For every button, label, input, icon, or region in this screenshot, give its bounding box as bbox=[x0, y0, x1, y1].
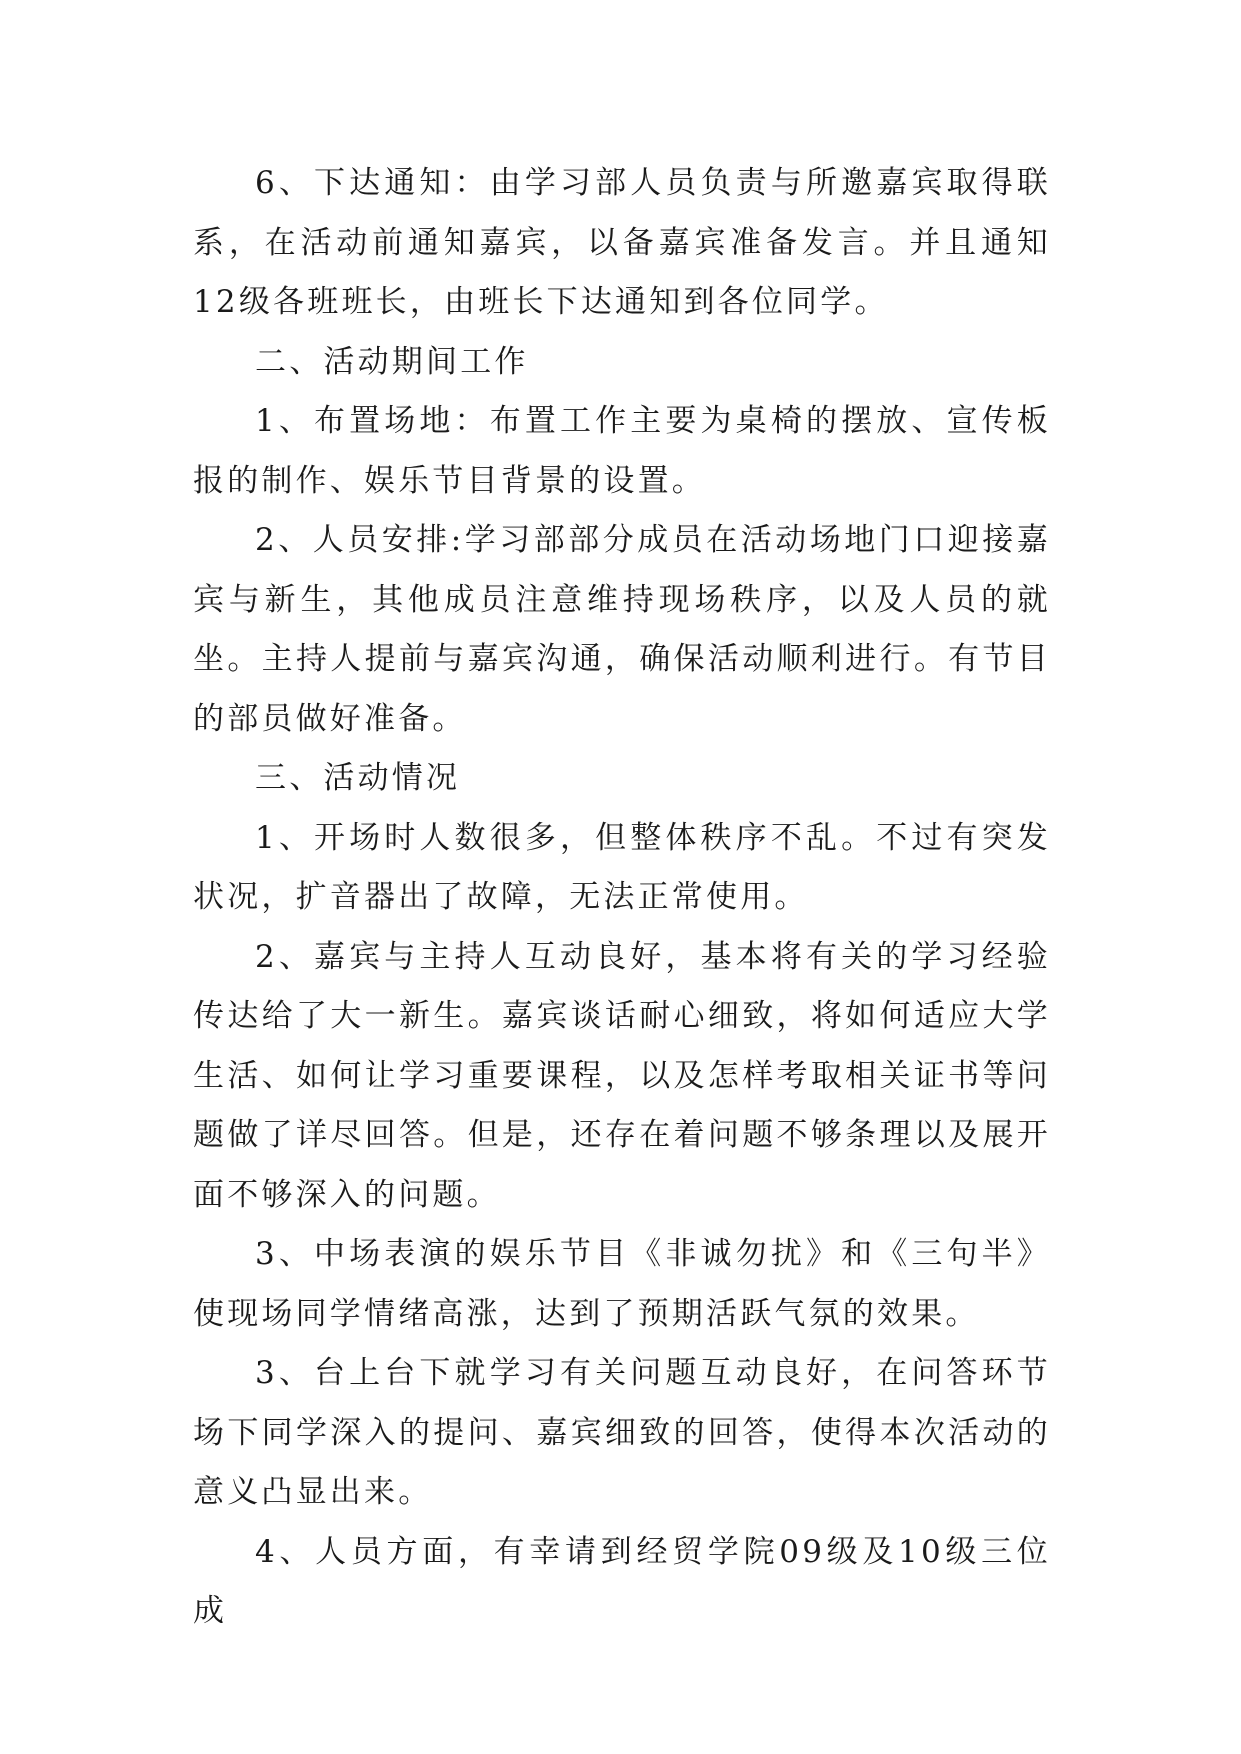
paragraph-staff-arrangement: 2、人员安排:学习部部分成员在活动场地门口迎接嘉宾与新生，其他成员注意维持现场秩序，以及人员的就坐。主持人提前与嘉宾沟通，确保活动顺利进行。有节目的部员做好准备。 bbox=[193, 522, 1051, 737]
paragraph-notification: 6、下达通知：由学习部人员负责与所邀嘉宾取得联系，在活动前通知嘉宾，以备嘉宾准备发言。并且通知12级各班班长，由班长下达通知到各位同学。 bbox=[193, 165, 1051, 320]
document-body bbox=[193, 154, 1051, 1642]
paragraph-entertainment: 3、中场表演的娱乐节目《非诚勿扰》和《三句半》使现场同学情绪高涨，达到了预期活跃气氛的效果。 bbox=[193, 1236, 1051, 1332]
paragraph-personnel: 4、人员方面，有幸请到经贸学院09级及10级三位成 bbox=[193, 1533, 1051, 1629]
section-heading-during-activity: 二、活动期间工作 bbox=[255, 343, 529, 380]
section-heading-activity-status: 三、活动情况 bbox=[255, 760, 461, 796]
paragraph-qa-interaction: 3、台上台下就学习有关问题互动良好，在问答环节场下同学深入的提问、嘉宾细致的回答，使得本次活动的意义凸显出来。 bbox=[193, 1355, 1051, 1510]
paragraph-venue-setup: 1、布置场地：布置工作主要为桌椅的摆放、宣传板报的制作、娱乐节目背景的设置。 bbox=[193, 403, 1051, 499]
paragraph-guest-interaction: 2、嘉宾与主持人互动良好，基本将有关的学习经验传达给了大一新生。嘉宾谈话耐心细致，将如何适应大学生活、如何让学习重要课程，以及怎样考取相关证书等问题做了详尽回答。但是，还存在着问题不够条理以及展开面不够深入的问题。 bbox=[193, 938, 1051, 1213]
paragraph-opening: 1、开场时人数很多，但整体秩序不乱。不过有突发状况，扩音器出了故障，无法正常使用。 bbox=[193, 819, 1051, 915]
